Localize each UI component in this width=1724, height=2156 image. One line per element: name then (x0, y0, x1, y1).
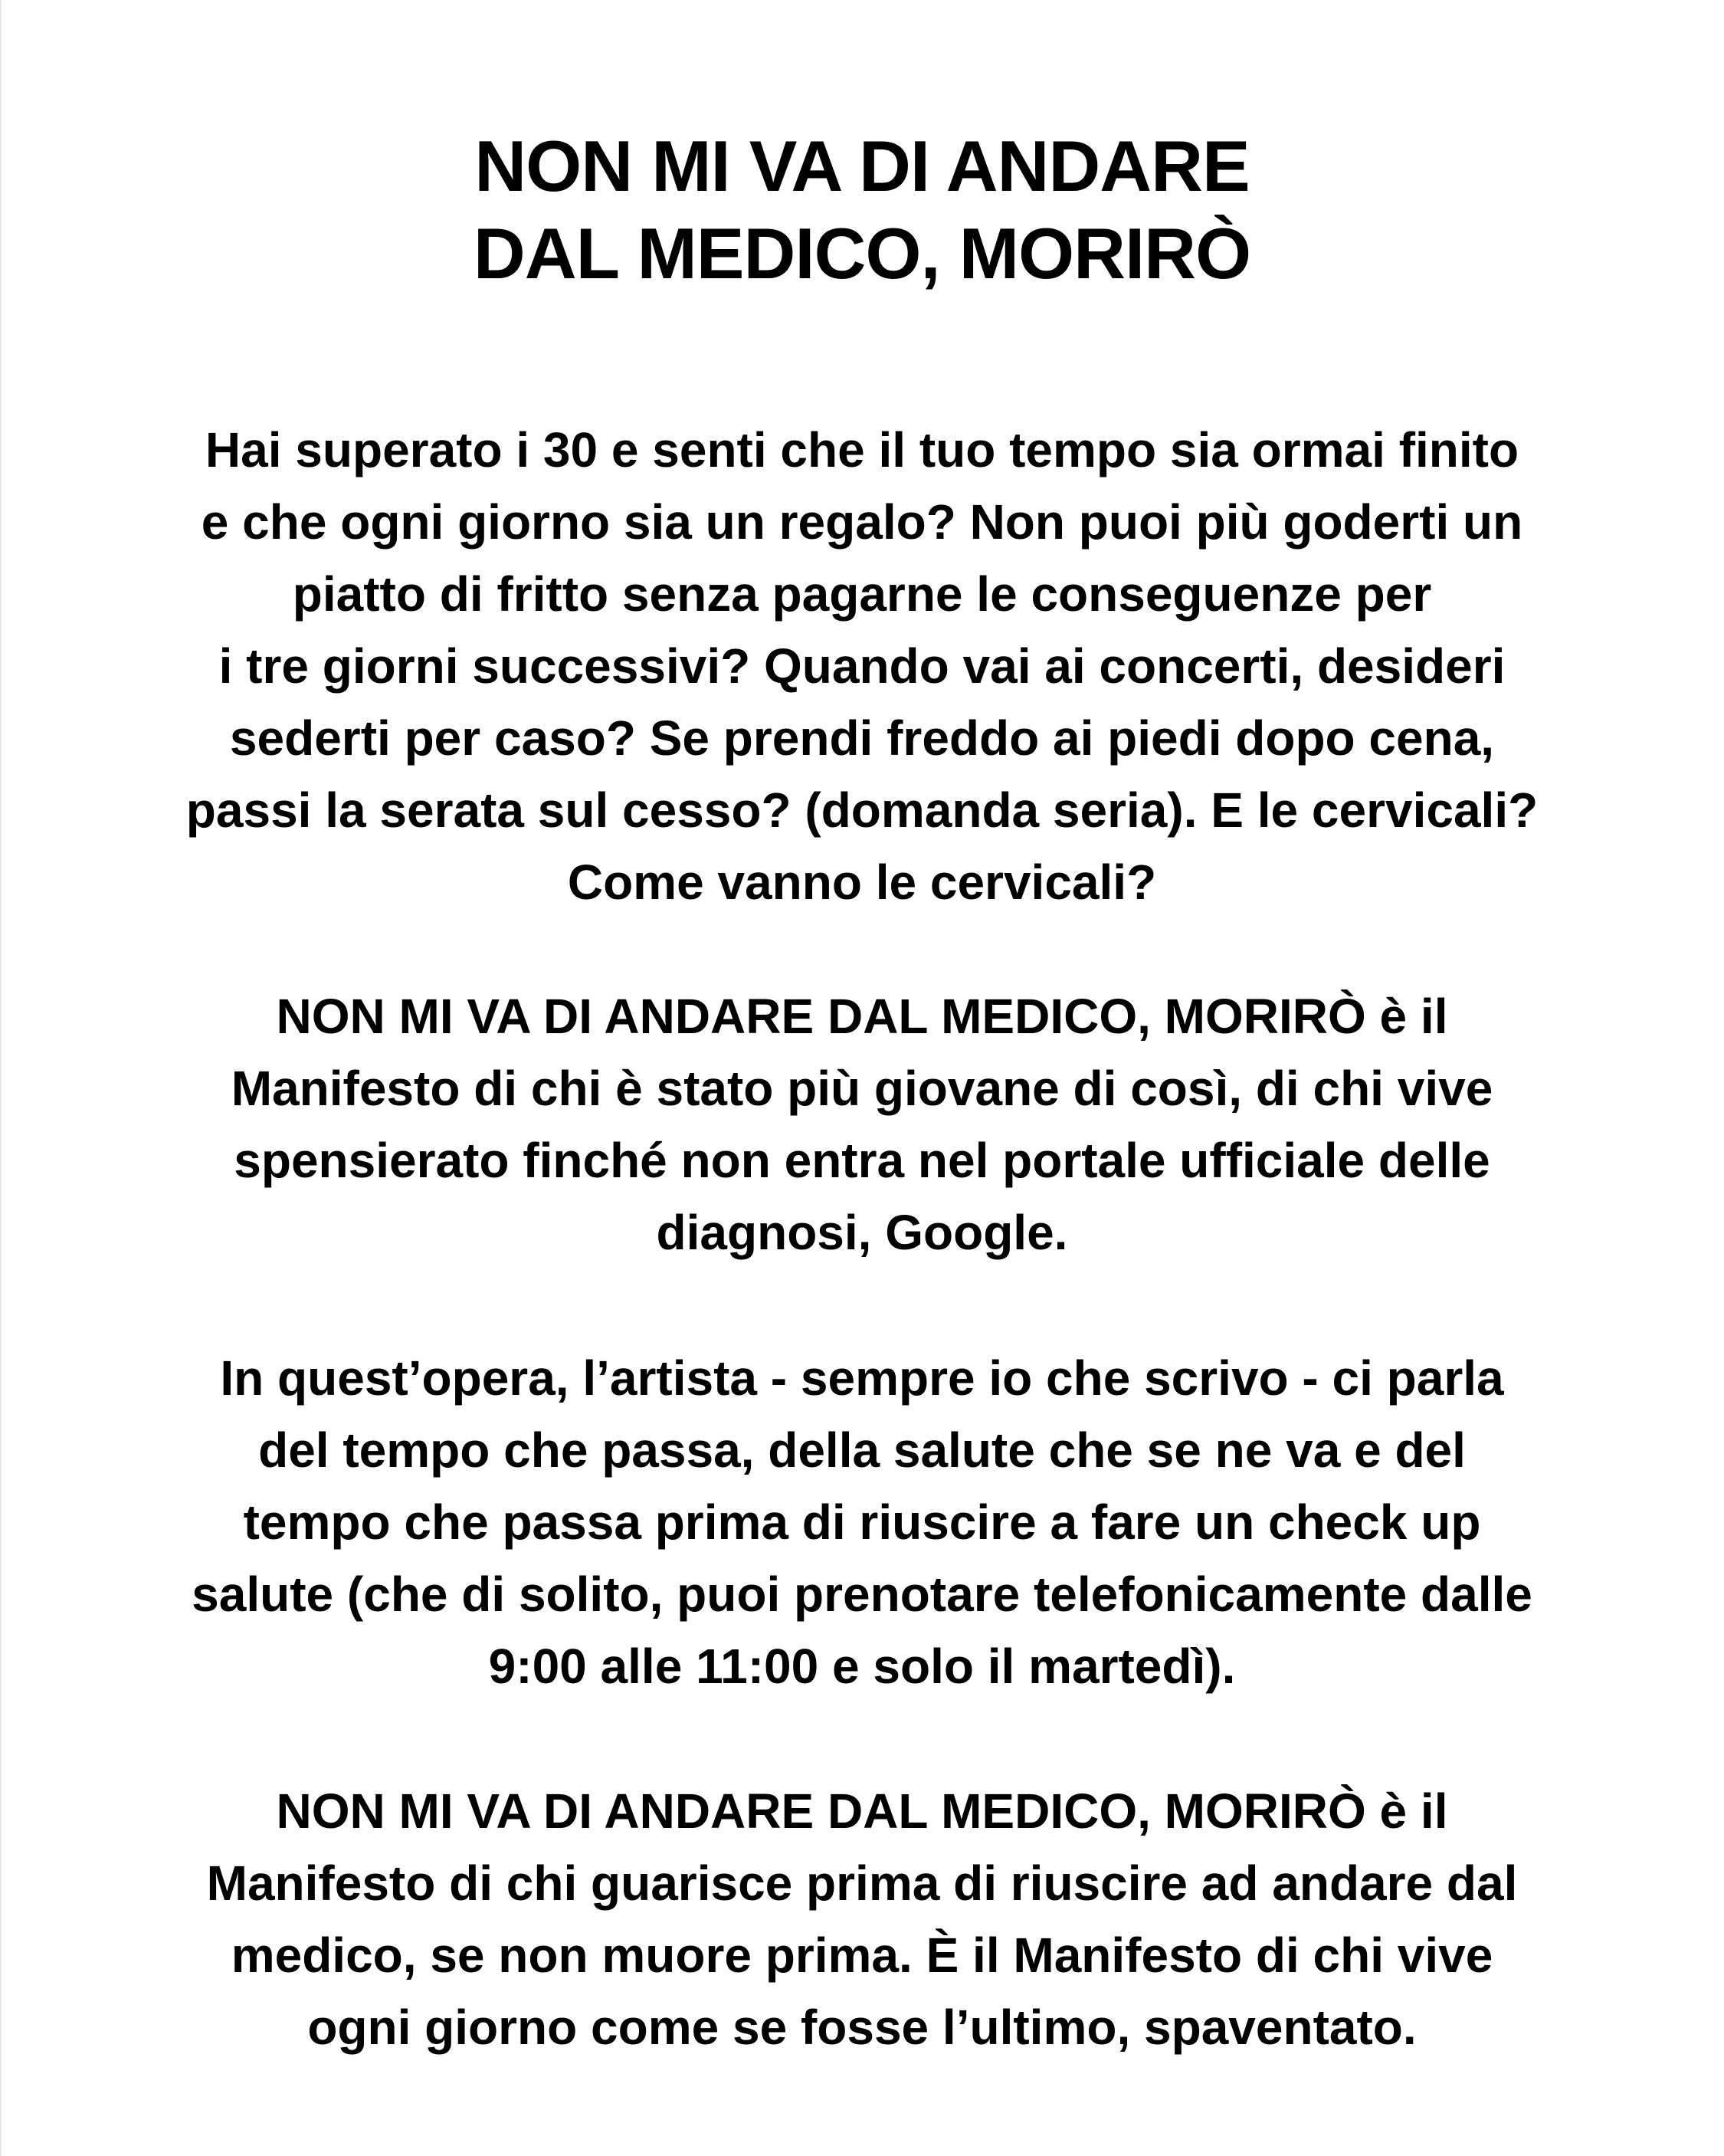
paragraph-line: In quest’opera, l’artista - sempre io che scrivo - ci parla (220, 1350, 1504, 1406)
paragraph-line: i tre giorni successivi? Quando vai ai concerti, desideri (218, 638, 1506, 694)
paragraph-line: piatto di fritto senza pagarne le conseguenze per (292, 566, 1432, 622)
paragraph-manifesto-1 (0, 980, 1724, 1268)
paragraph-line: medico, se non muore prima. È il Manifesto di chi vive (231, 1928, 1493, 1983)
paragraph-line: ogni giorno come se fosse l’ultimo, spaventato. (307, 2000, 1417, 2055)
paragraph-line: NON MI VA DI ANDARE DAL MEDICO, MORIRÒ è il (276, 989, 1448, 1044)
page-title (0, 123, 1724, 297)
paragraph-line: NON MI VA DI ANDARE DAL MEDICO, MORIRÒ è il (276, 1784, 1448, 1839)
paragraph-line: del tempo che passa, della salute che se ne va e del (258, 1423, 1466, 1478)
paragraph-line: sederti per caso? Se prendi freddo ai piedi dopo cena, (229, 710, 1495, 766)
title-line-1: NON MI VA DI ANDARE (474, 126, 1250, 206)
paragraph-line: Come vanno le cervicali? (567, 855, 1157, 910)
paragraph-line: e che ogni giorno sia un regalo? Non puoi più goderti un (201, 494, 1523, 550)
paragraph-line: Hai superato i 30 e senti che il tuo tempo sia ormai finito (205, 422, 1519, 477)
paragraph-line: tempo che passa prima di riuscire a fare un check up (243, 1495, 1481, 1550)
paragraph-line: salute (che di solito, puoi prenotare telefonicamente dalle (192, 1567, 1532, 1622)
paragraph-line: 9:00 alle 11:00 e solo il martedì). (488, 1639, 1236, 1694)
title-line-2: DAL MEDICO, MORIRÒ (473, 213, 1251, 294)
paragraph-line: spensierato finché non entra nel portale ufficiale delle (234, 1133, 1490, 1188)
paragraph-line: passi la serata sul cesso? (domanda seria). E le cervicali? (185, 783, 1539, 838)
paragraph-line: diagnosi, Google. (656, 1205, 1068, 1260)
paragraph-artwork (0, 1342, 1724, 1702)
paragraph-manifesto-2 (0, 1775, 1724, 2063)
paragraph-line: Manifesto di chi guarisce prima di riuscire ad andare dal (206, 1856, 1518, 1911)
paragraph-line: Manifesto di chi è stato più giovane di così, di chi vive (231, 1061, 1493, 1116)
paragraph-intro (0, 414, 1724, 918)
